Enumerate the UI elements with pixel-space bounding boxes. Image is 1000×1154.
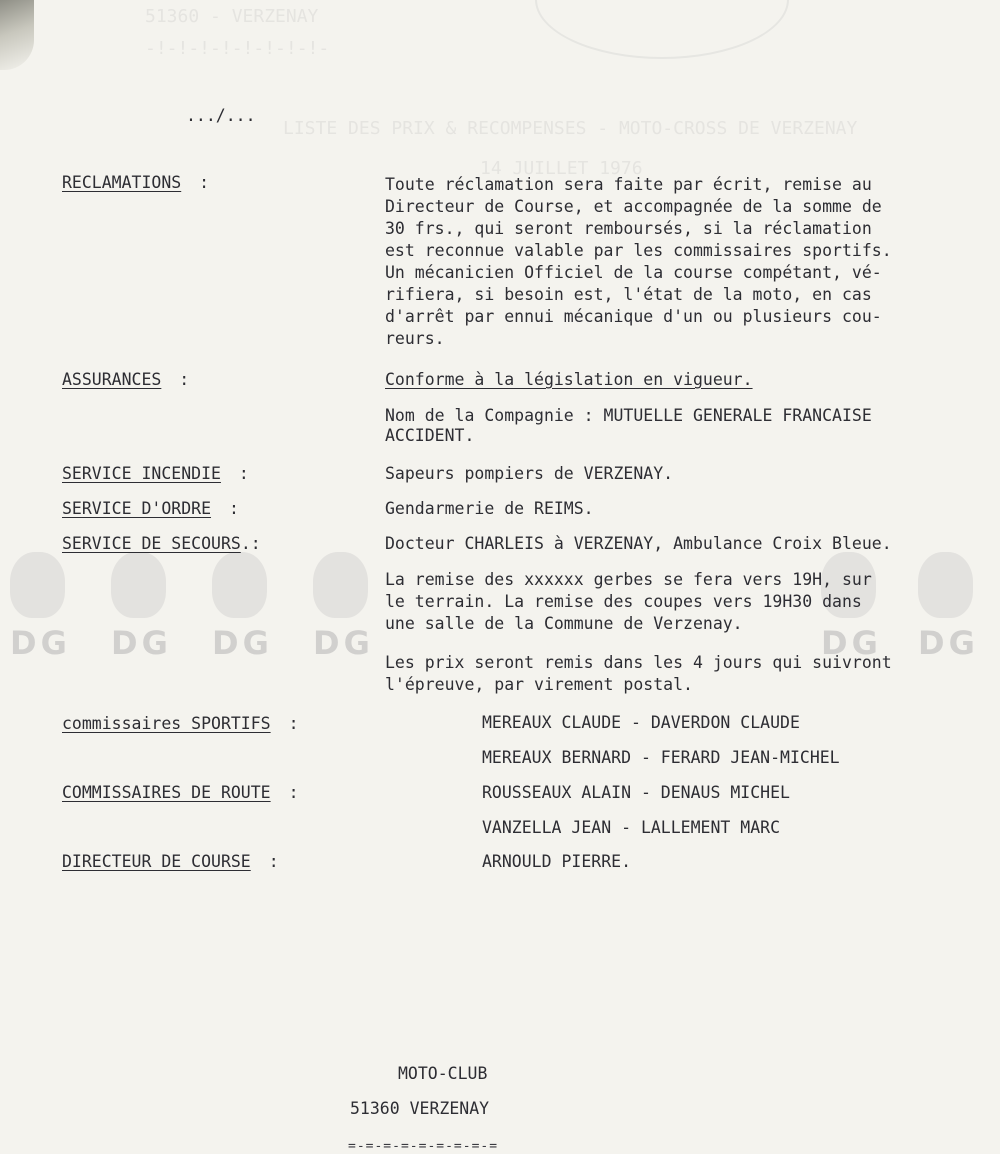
text-line: Directeur de Course, et accompagnée de la somme de (385, 197, 882, 216)
incendie-value: Sapeurs pompiers de VERZENAY. (385, 464, 674, 483)
route-name: VANZELLA JEAN - LALLEMENT MARC (482, 818, 781, 837)
ghost-text-title: LISTE DES PRIX & RECOMPENSES - MOTO-CROSS DE VERZENAY (283, 118, 858, 139)
label-colon: : (228, 499, 239, 518)
text-line: Nom de la Compagnie : MUTUELLE GENERALE FRANCAISE (385, 406, 872, 425)
text-line: Les prix seront remis dans les 4 jours qui suivront (385, 653, 892, 672)
footer-address: 51360 VERZENAY (350, 1099, 490, 1118)
assurances-conformity: Conforme à la législation en vigueur. (385, 370, 753, 389)
text-line: reurs. (385, 329, 445, 348)
section-label: DIRECTEUR DE COURSE (62, 852, 251, 871)
label-colon: .: (240, 534, 261, 553)
ghost-stamp-outline (535, 0, 789, 59)
reclamations-label-row (62, 175, 209, 192)
assurances-label-row (62, 372, 189, 389)
text-line: d'arrêt par ennui mécanique d'un ou plusieurs cou- (385, 307, 882, 326)
incendie-label-row (62, 466, 249, 483)
label-colon: : (238, 464, 249, 483)
page-corner-shadow (0, 0, 34, 70)
section-label: SERVICE INCENDIE (62, 464, 221, 483)
watermark-logo: DG (2, 552, 97, 662)
ordre-value: Gendarmerie de REIMS. (385, 499, 594, 518)
directeur-label-row (62, 854, 279, 871)
label-colon: : (179, 370, 190, 389)
watermark-logo: DG (305, 552, 400, 662)
section-label: COMMISSAIRES DE ROUTE (62, 783, 271, 802)
label-colon: : (288, 783, 299, 802)
secours-label-row (62, 536, 261, 553)
footer-club-name: MOTO-CLUB (398, 1064, 488, 1083)
text-line: Toute réclamation sera faite par écrit, remise au (385, 175, 872, 194)
remise-text (385, 569, 872, 635)
section-label: SERVICE D'ORDRE (62, 499, 212, 518)
text-line: 30 frs., qui seront remboursés, si la réclamation (385, 219, 872, 238)
secours-value: Docteur CHARLEIS à VERZENAY, Ambulance Croix Bleue. (385, 534, 892, 553)
footer-rule: =-=-=-=-=-=-=-=-= (348, 1139, 499, 1154)
label-colon: : (288, 714, 299, 733)
text-line: rifiera, si besoin est, l'état de la moto, en cas (385, 285, 872, 304)
text-line: est reconnue valable par les commissaires sportifs. (385, 241, 892, 260)
ghost-text-header: 51360 - VERZENAY (145, 6, 319, 27)
ghost-text-date: 14 JUILLET 1976 (480, 158, 643, 179)
sportifs-name: MEREAUX CLAUDE - DAVERDON CLAUDE (482, 713, 800, 732)
ghost-text-rule: -!-!-!-!-!-!-!-!- (145, 38, 330, 59)
label-colon: : (268, 852, 279, 871)
assurances-company (385, 405, 872, 444)
watermark-logo: DG (910, 552, 1000, 662)
text-line: une salle de la Commune de Verzenay. (385, 614, 743, 633)
directeur-name: ARNOULD PIERRE. (482, 852, 632, 871)
section-label: SERVICE DE SECOURS (62, 534, 241, 553)
continuation-marker: .../... (186, 106, 256, 125)
sportifs-name: MEREAUX BERNARD - FERARD JEAN-MICHEL (482, 748, 840, 767)
label-colon: : (199, 173, 210, 192)
ordre-label-row (62, 501, 239, 518)
text-line: ACCIDENT. (385, 426, 475, 445)
watermark-logo: DG (813, 552, 908, 662)
prix-text (385, 652, 892, 696)
text-line: l'épreuve, par virement postal. (385, 675, 693, 694)
text-line: La remise des xxxxxx gerbes se fera vers 19H, sur (385, 570, 872, 589)
watermark-logo: DG (103, 552, 198, 662)
text-line: le terrain. La remise des coupes vers 19H30 dans (385, 592, 862, 611)
route-label-row (62, 785, 299, 802)
reclamations-text (385, 174, 892, 350)
sportifs-label-row (62, 716, 299, 733)
text-line: Un mécanicien Officiel de la course compétant, vé- (385, 263, 882, 282)
section-label: commissaires SPORTIFS (62, 714, 271, 733)
watermark-logo: DG (204, 552, 299, 662)
section-label: ASSURANCES (62, 370, 162, 389)
section-label: RECLAMATIONS (62, 173, 182, 192)
route-name: ROUSSEAUX ALAIN - DENAUS MICHEL (482, 783, 790, 802)
